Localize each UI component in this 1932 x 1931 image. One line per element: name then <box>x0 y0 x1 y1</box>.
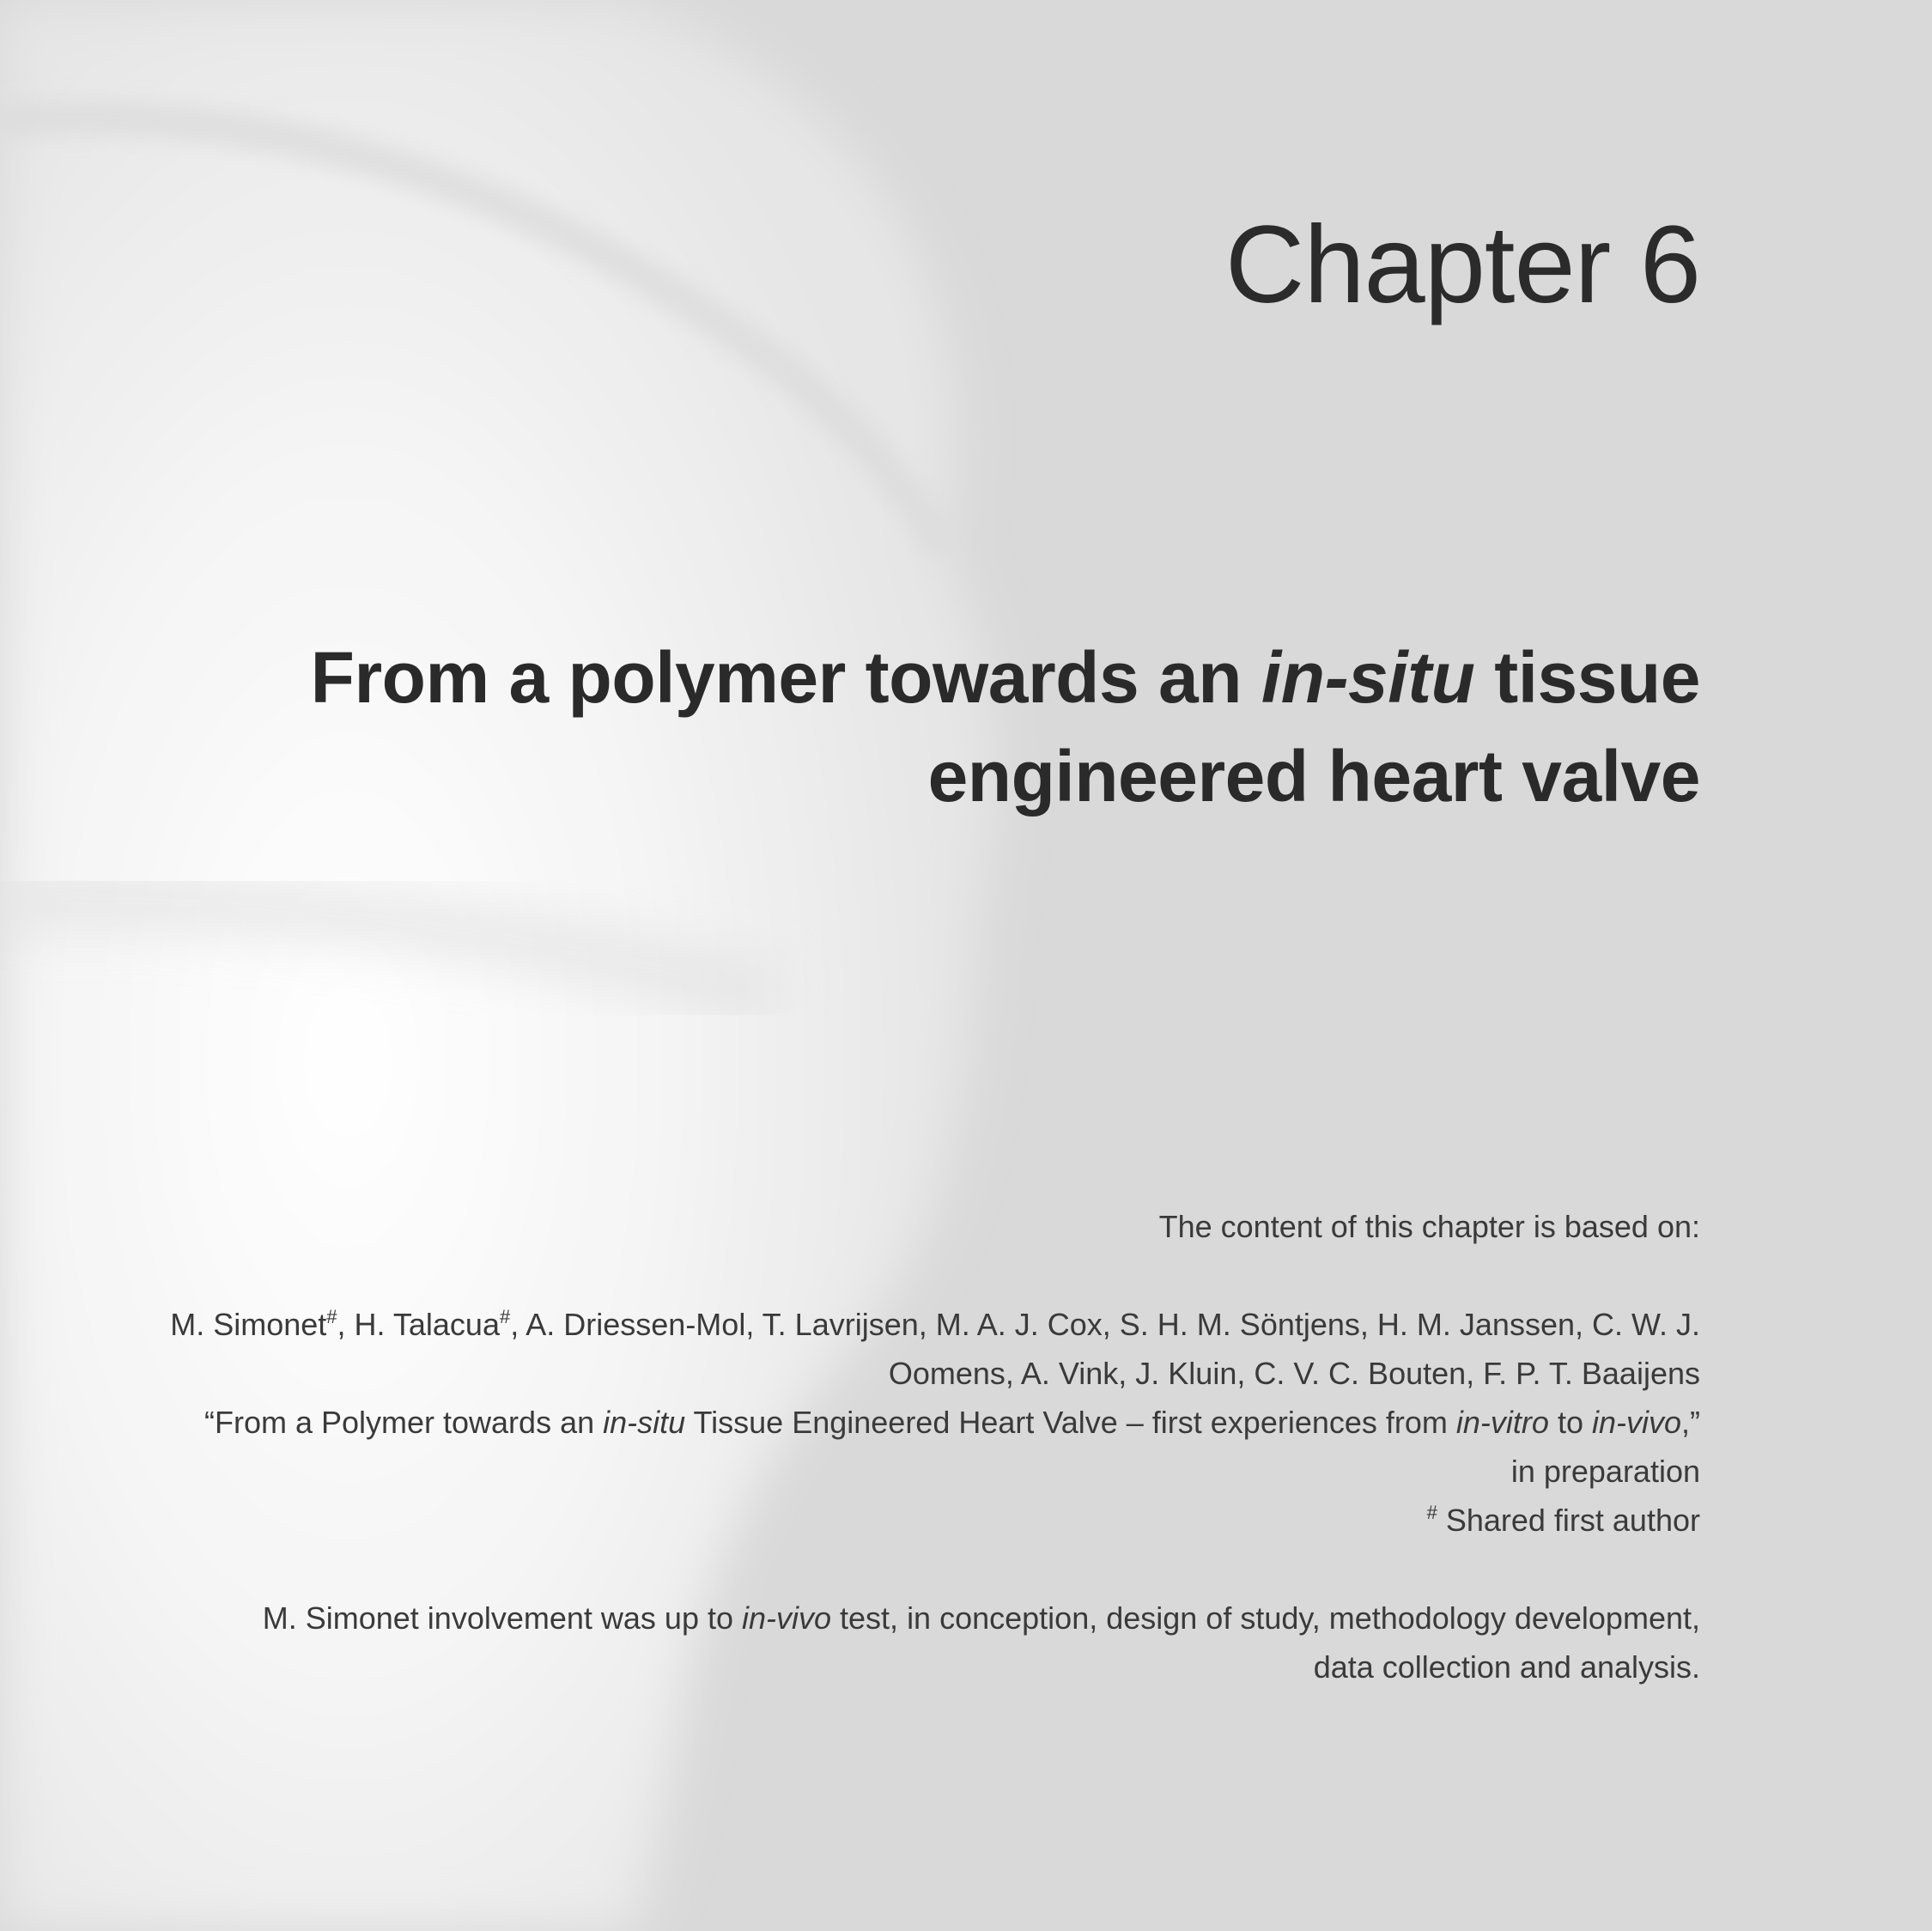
citation-text: ,” <box>1681 1405 1700 1440</box>
citation-italic: in-situ <box>603 1405 686 1440</box>
chapter-source-info <box>112 1202 1700 1691</box>
title-text: From a polymer towards an <box>310 637 1261 718</box>
involvement-text: test, in conception, design of study, methodology development, <box>831 1600 1700 1636</box>
involvement-text: M. Simonet involvement was up to <box>262 1600 742 1636</box>
citation-italic: in-vitro <box>1455 1405 1549 1440</box>
title-text: tissue <box>1474 637 1700 718</box>
title-italic-term: in-situ <box>1261 637 1475 718</box>
spacer <box>112 1545 1700 1594</box>
involvement-italic: in-vivo <box>742 1600 832 1636</box>
chapter-title-line-2: engineered heart valve <box>927 736 1700 817</box>
footnote-mark: # <box>1426 1502 1437 1523</box>
citation-italic: in-vivo <box>1591 1405 1681 1440</box>
citation-text: to <box>1548 1405 1592 1440</box>
shared-author-footnote <box>112 1496 1700 1545</box>
involvement-statement-line-2: data collection and analysis. <box>1313 1649 1700 1685</box>
author-text: , H. Talacua <box>337 1307 500 1342</box>
chapter-number: Chapter 6 <box>1224 203 1700 326</box>
based-on-statement: The content of this chapter is based on: <box>1158 1209 1700 1244</box>
shared-author-mark: # <box>499 1306 511 1327</box>
publication-status: in preparation <box>1510 1454 1700 1489</box>
spacer <box>112 1251 1700 1300</box>
citation-title <box>112 1398 1700 1447</box>
involvement-statement-line-1 <box>112 1594 1700 1643</box>
chapter-title-line-1 <box>240 628 1700 727</box>
author-list-line-2: Oomens, A. Vink, J. Kluin, C. V. C. Bouten, F. P. T. Baaijens <box>888 1356 1700 1391</box>
citation-text: “From a Polymer towards an <box>204 1405 604 1440</box>
shared-author-mark: # <box>326 1306 337 1327</box>
author-text: M. Simonet <box>170 1307 327 1342</box>
chapter-title <box>240 628 1700 826</box>
footnote-text: Shared first author <box>1437 1503 1700 1538</box>
author-list-line-1 <box>112 1300 1700 1349</box>
citation-text: Tissue Engineered Heart Valve – first experiences from <box>685 1405 1456 1440</box>
author-text: , A. Driessen-Mol, T. Lavrijsen, M. A. J. Cox, S. H. M. Söntjens, H. M. Janssen, C. W. J. <box>510 1307 1700 1342</box>
